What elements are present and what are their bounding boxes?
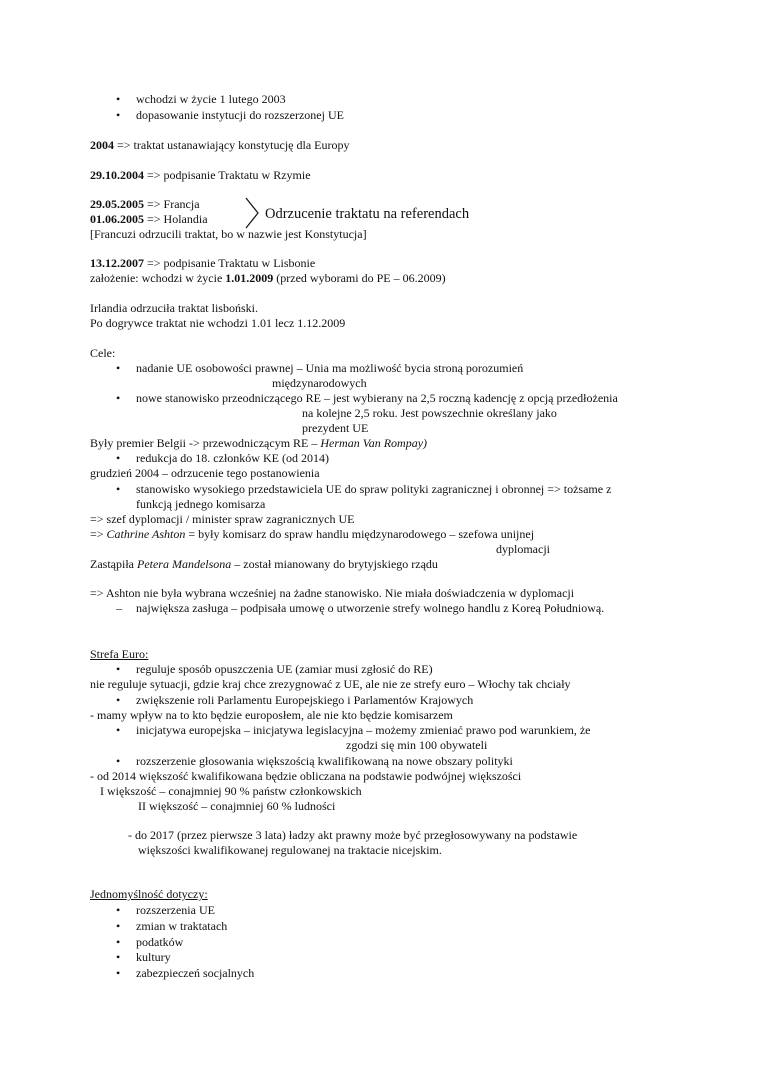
list-item-continuation: na kolejne 2,5 roku. Jest powszechnie określany jako — [302, 406, 557, 420]
bullet-marker: • — [116, 482, 121, 496]
line-irlandia: Irlandia odrzuciła traktat lisboński. — [90, 301, 258, 315]
line-francja: 29.05.2005 => Francja — [90, 197, 200, 211]
bullet-marker: • — [116, 693, 121, 707]
line-29-10-2004: 29.10.2004 => podpisanie Traktatu w Rzymie — [90, 168, 311, 182]
list-item: największa zasługa – podpisała umowę o utworzenie strefy wolnego handlu z Koreą Południową. — [136, 601, 605, 615]
bullet-marker: • — [116, 754, 121, 768]
list-item: dopasowanie instytucji do rozszerzonej UE — [136, 108, 344, 122]
line-wiekszosc-1: I większość – conajmniej 90 % państw członkowskich — [100, 784, 362, 798]
list-item: nadanie UE osobowości prawnej – Unia ma możliwość bycia stroną porozumień — [136, 361, 524, 375]
list-item: inicjatywa europejska – inicjatywa legislacyjna – możemy zmieniać prawo pod warunkiem, że — [136, 723, 591, 737]
bullet-marker: • — [116, 92, 121, 106]
bullet-marker: • — [116, 966, 121, 980]
bullet-marker: • — [116, 903, 121, 917]
list-item: zwiększenie roli Parlamentu Europejskiego i Parlamentów Krajowych — [136, 693, 474, 707]
line-do-2017: - do 2017 (przez pierwsze 3 lata) ładzy akt prawny może być przegłosowywany na podstawie — [128, 828, 578, 842]
list-item-continuation: zgodzi się min 100 obywateli — [346, 738, 488, 752]
list-item: kultury — [136, 950, 171, 964]
line-ashton-cont: dyplomacji — [496, 542, 550, 556]
list-item: zabezpieczeń socjalnych — [136, 966, 255, 980]
line-szef: => szef dyplomacji / minister spraw zagranicznych UE — [90, 512, 355, 526]
odrzucenie-note: Odrzucenie traktatu na referendach — [265, 206, 470, 222]
list-item: podatków — [136, 935, 184, 949]
bullet-marker: • — [116, 935, 121, 949]
jednomyslnosc-heading: Jednomyślność dotyczy: — [90, 887, 208, 901]
bullet-marker: • — [116, 919, 121, 933]
line-od-2014: - od 2014 większość kwalifikowana będzie obliczana na podstawie podwójnej większości — [90, 769, 522, 783]
line-13-12-2007: 13.12.2007 => podpisanie Traktatu w Lisbonie — [90, 256, 316, 270]
list-item: wchodzi w życie 1 lutego 2003 — [136, 92, 286, 106]
line-wplyw: - mamy wpływ na to kto będzie europosłem, ale nie kto będzie komisarzem — [90, 708, 453, 722]
list-item: reguluje sposób opuszczenia UE (zamiar musi zgłosić do RE) — [136, 662, 433, 676]
line-zalozenie: założenie: wchodzi w życie 1.01.2009 (przed wyborami do PE – 06.2009) — [90, 271, 446, 285]
list-item-continuation: funkcją jednego komisarza — [136, 497, 266, 511]
strefa-heading: Strefa Euro: — [90, 647, 149, 661]
bullet-marker: • — [116, 108, 121, 122]
line-nie-reguluje: nie reguluje sytuacji, gdzie kraj chce zrezygnować z UE, ale nie ze strefy euro – Włochy tak chciały — [90, 677, 571, 691]
line-ashton2: => Ashton nie była wybrana wcześniej na żadne stanowisko. Nie miała doświadczenia w dyplomacji — [90, 586, 575, 600]
line-2004: 2004 => traktat ustanawiający konstytucję dla Europy — [90, 138, 350, 152]
cele-heading: Cele: — [90, 346, 116, 360]
line-ashton: => Cathrine Ashton = były komisarz do spraw handlu międzynarodowego – szefowa unijnej — [90, 527, 535, 541]
list-item-continuation: prezydent UE — [302, 421, 369, 435]
bullet-marker: • — [116, 391, 121, 405]
list-item: nowe stanowisko przeodniczącego RE – jest wybierany na 2,5 roczną kadencję z opcją przedłożenia — [136, 391, 618, 405]
line-premier: Były premier Belgii -> przewodniczącym RE – Herman Van Rompay) — [90, 436, 428, 450]
bullet-marker: • — [116, 361, 121, 375]
line-zastapila: Zastąpiła Petera Mandelsona – został mianowany do brytyjskiego rządu — [90, 557, 438, 571]
list-item: stanowisko wysokiego przedstawiciela UE do spraw polityki zagranicznej i obronnej => tożsame z — [136, 482, 612, 496]
francuzi-note: [Francuzi odrzucili traktat, bo w nazwie jest Konstytucja] — [90, 227, 367, 241]
dash-marker: – — [116, 601, 122, 615]
line-wiekszosc-2: II większość – conajmniej 60 % ludności — [138, 799, 336, 813]
list-item: zmian w traktatach — [136, 919, 228, 933]
list-item: redukcja do 18. członków KE (od 2014) — [136, 451, 329, 465]
list-item-continuation: międzynarodowych — [272, 376, 367, 390]
line-dogrywka: Po dogrywce traktat nie wchodzi 1.01 lecz 1.12.2009 — [90, 316, 346, 330]
list-item: rozszerzenia UE — [136, 903, 215, 917]
bullet-marker: • — [116, 950, 121, 964]
line-do-2017-cont: większości kwalifikowanej regulowanej na traktacie nicejskim. — [138, 843, 442, 857]
bullet-marker: • — [116, 723, 121, 737]
line-holandia: 01.06.2005 => Holandia — [90, 212, 208, 226]
list-item: rozszerzenie głosowania większością kwalifikowaną na nowe obszary polityki — [136, 754, 513, 768]
bullet-marker: • — [116, 451, 121, 465]
line-grudzien: grudzień 2004 – odrzucenie tego postanowienia — [90, 466, 320, 480]
bullet-marker: • — [116, 662, 121, 676]
